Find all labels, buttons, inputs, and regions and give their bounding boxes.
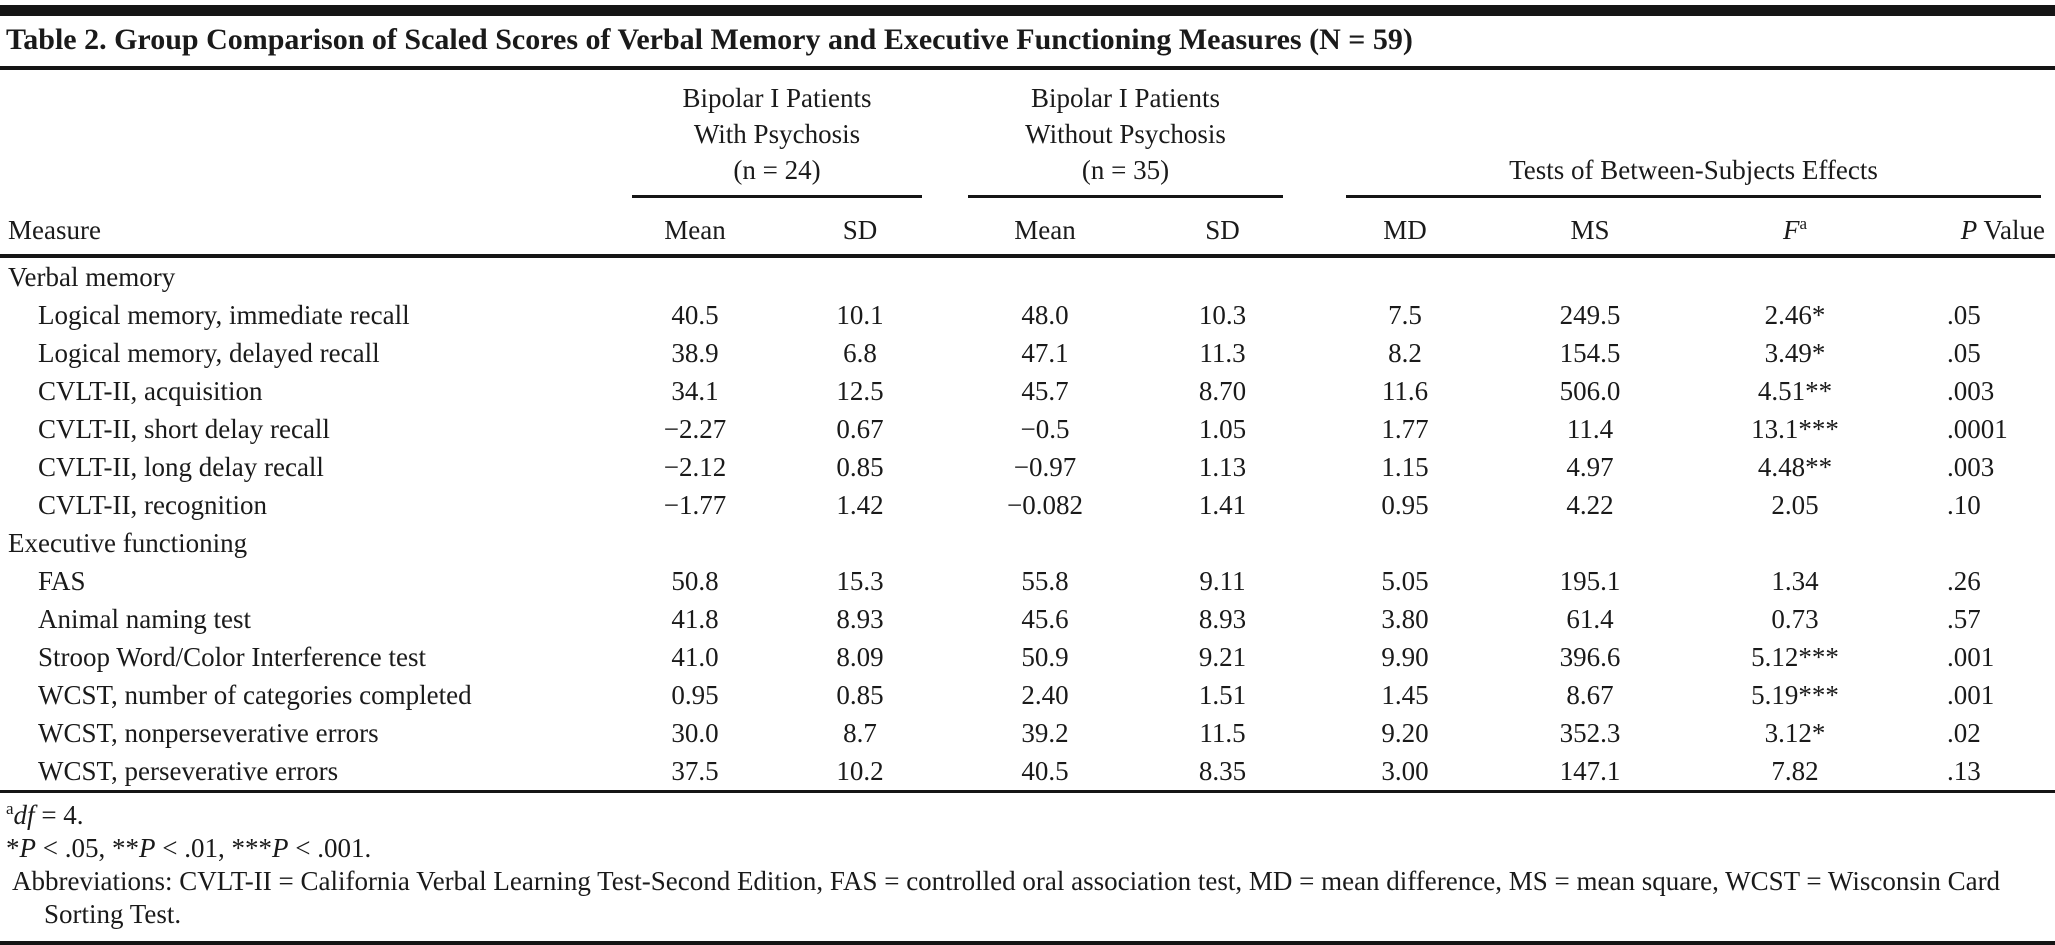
gap-cell <box>1305 600 1330 638</box>
table-row <box>0 638 2055 676</box>
value-cell: 195.1 <box>1559 565 1621 596</box>
value-cell: 8.2 <box>1388 337 1422 368</box>
sig1-threshold: < .05, <box>36 833 112 863</box>
gap-column-header <box>1305 70 1330 198</box>
gap-cell <box>1305 448 1330 486</box>
value-cell: .0001 <box>1947 413 2008 444</box>
value-cell: 8.35 <box>1140 752 1305 792</box>
value-cell: 9.20 <box>1381 717 1429 748</box>
value-cell: 3.80 <box>1381 603 1429 634</box>
table-row <box>0 410 2055 448</box>
value-cell: 11.6 <box>1381 375 1429 406</box>
value-cell: 61.4 <box>1566 603 1614 634</box>
scores-table <box>0 70 2055 793</box>
value-cell: .001 <box>1947 679 1995 710</box>
value-cell <box>1700 256 1890 296</box>
table-title: Table 2. Group Comparison of Scaled Scores of Verbal Memory and Executive Functioning Measures (N = 59) <box>6 23 1413 56</box>
sig2-stars: ** <box>111 833 139 863</box>
value-cell: 3.12* <box>1764 717 1826 748</box>
sig1-p: P <box>19 833 36 863</box>
value-cell: 8.93 <box>1198 603 1247 634</box>
value-cell: 45.6 <box>1021 603 1069 634</box>
measure-column-header: Measure <box>0 198 620 256</box>
gap-column-header2 <box>1305 198 1330 256</box>
measure-cell: CVLT-II, acquisition <box>38 375 263 406</box>
value-cell: .001 <box>1947 641 1995 672</box>
sig1-stars: * <box>6 833 20 863</box>
top-rule <box>0 5 2055 16</box>
md-column-header: MD <box>1330 198 1480 256</box>
bottom-rule <box>0 941 2055 945</box>
tests-effects-header <box>1330 70 2055 198</box>
value-cell: 47.1 <box>1021 337 1069 368</box>
value-cell: 1.15 <box>1381 451 1429 482</box>
table-header <box>0 70 2055 256</box>
value-cell: 41.8 <box>671 603 719 634</box>
f-symbol: F <box>1782 215 1800 245</box>
table-row <box>0 600 2055 638</box>
group-with-psychosis-header <box>620 70 950 198</box>
measure-cell: CVLT-II, short delay recall <box>38 413 330 444</box>
value-cell: 13.1*** <box>1751 413 1839 444</box>
value-cell: 1.45 <box>1381 679 1429 710</box>
value-cell <box>1140 256 1305 296</box>
footnote-df <box>6 799 2045 832</box>
value-cell: 4.48** <box>1757 451 1833 482</box>
measure-cell: CVLT-II, long delay recall <box>38 451 324 482</box>
value-cell: 2.46* <box>1764 299 1826 330</box>
value-cell: 9.21 <box>1198 641 1247 672</box>
table-row <box>0 714 2055 752</box>
value-cell: 249.5 <box>1559 299 1621 330</box>
mean1-column-header: Mean <box>620 198 770 256</box>
value-cell <box>950 524 1140 562</box>
value-cell: 0.85 <box>836 451 884 482</box>
sd2-column-header: SD <box>1140 198 1305 256</box>
gap-cell <box>1305 296 1330 334</box>
gap-cell <box>1305 714 1330 752</box>
gap-cell <box>1305 638 1330 676</box>
value-cell: 6.8 <box>843 337 877 368</box>
measure-header-spacer <box>0 70 620 198</box>
value-cell: 8.70 <box>1198 375 1247 406</box>
value-cell: 4.51** <box>1757 375 1833 406</box>
footnote-df-marker: a <box>6 799 14 818</box>
sig3-stars: *** <box>231 833 272 863</box>
value-cell: 10.2 <box>770 752 950 792</box>
footnotes <box>0 793 2055 941</box>
gap-cell <box>1305 410 1330 448</box>
sig2-threshold: < .01, <box>155 833 232 863</box>
value-cell: 9.90 <box>1381 641 1429 672</box>
value-cell: 45.7 <box>1021 375 1069 406</box>
value-cell: 55.8 <box>1021 565 1069 596</box>
value-cell: 2.05 <box>1771 489 1819 520</box>
value-cell <box>770 524 950 562</box>
value-cell: 34.1 <box>671 375 719 406</box>
table-row <box>0 448 2055 486</box>
table-row <box>0 296 2055 334</box>
value-cell: 37.5 <box>620 752 770 792</box>
mean2-column-header: Mean <box>950 198 1140 256</box>
measure-cell: Logical memory, immediate recall <box>38 299 410 330</box>
value-cell: −0.97 <box>1013 451 1077 482</box>
value-cell: 154.5 <box>1559 337 1621 368</box>
value-cell <box>1330 256 1480 296</box>
value-cell: 4.97 <box>1566 451 1614 482</box>
value-cell: 7.5 <box>1388 299 1422 330</box>
p-symbol: P <box>1960 215 1978 245</box>
value-cell: 39.2 <box>1021 717 1069 748</box>
table-row <box>0 752 2055 792</box>
value-cell: 9.11 <box>1199 565 1246 596</box>
value-cell: 11.3 <box>1199 337 1246 368</box>
value-cell <box>1700 524 1890 562</box>
value-cell <box>1480 256 1700 296</box>
value-cell: 8.09 <box>836 641 884 672</box>
group1-line3: (n = 24) <box>733 155 821 185</box>
value-cell: .26 <box>1947 565 1981 596</box>
value-cell: .003 <box>1947 375 1995 406</box>
value-cell: 8.93 <box>836 603 884 634</box>
value-cell: −1.77 <box>663 489 727 520</box>
group1-line1: Bipolar I Patients <box>682 83 872 113</box>
value-cell: −2.27 <box>663 413 727 444</box>
column-header-row <box>0 198 2055 256</box>
value-cell: 50.8 <box>671 565 719 596</box>
value-cell: 10.3 <box>1198 299 1247 330</box>
measure-cell: WCST, nonperseverative errors <box>38 717 379 748</box>
value-cell: 11.4 <box>1566 413 1614 444</box>
table-body <box>0 256 2055 792</box>
value-cell: 7.82 <box>1700 752 1890 792</box>
value-cell <box>1140 524 1305 562</box>
value-cell <box>1330 524 1480 562</box>
value-cell: 8.7 <box>843 717 877 748</box>
sig3-threshold: < .001. <box>288 833 372 863</box>
ms-column-header: MS <box>1480 198 1700 256</box>
value-cell: .57 <box>1947 603 1981 634</box>
value-cell: −0.5 <box>1020 413 1070 444</box>
value-cell: 4.22 <box>1566 489 1614 520</box>
value-cell: .10 <box>1947 489 1981 520</box>
value-cell: .003 <box>1947 451 1995 482</box>
value-cell: 0.95 <box>671 679 719 710</box>
value-cell <box>620 524 770 562</box>
footnote-abbreviations: Abbreviations: CVLT-II = California Verbal Learning Test-Second Edition, FAS = controlled oral association test, MD = mean difference, MS = mean square, WCST = Wisconsin Card Sorting Test. <box>12 866 2001 929</box>
gap-cell <box>1305 486 1330 524</box>
value-cell: 48.0 <box>1021 299 1069 330</box>
table-row <box>0 486 2055 524</box>
value-cell <box>950 256 1140 296</box>
value-cell: .02 <box>1947 717 1981 748</box>
group2-line3: (n = 35) <box>1081 155 1170 185</box>
value-cell: .13 <box>1890 752 2055 792</box>
value-cell: 3.00 <box>1330 752 1480 792</box>
value-cell: 40.5 <box>950 752 1140 792</box>
value-cell: 1.77 <box>1381 413 1429 444</box>
group3-line1: Tests of Between-Subjects Effects <box>1509 155 1878 185</box>
value-cell: 41.0 <box>671 641 719 672</box>
gap-cell <box>1305 752 1330 792</box>
table-row <box>0 372 2055 410</box>
sd1-column-header: SD <box>770 198 950 256</box>
value-cell: 3.49* <box>1764 337 1826 368</box>
value-cell: 1.13 <box>1198 451 1247 482</box>
value-cell: 1.05 <box>1198 413 1247 444</box>
gap-cell <box>1305 524 1330 562</box>
f-footnote-marker: a <box>1799 214 1808 233</box>
group-without-psychosis-header <box>950 70 1305 198</box>
measure-cell: CVLT-II, recognition <box>38 489 267 520</box>
value-cell: 11.5 <box>1199 717 1246 748</box>
table-row <box>0 562 2055 600</box>
value-cell: 1.51 <box>1198 679 1247 710</box>
value-cell: 50.9 <box>1021 641 1069 672</box>
section-row <box>0 256 2055 296</box>
value-cell: 10.1 <box>836 299 884 330</box>
value-cell: .05 <box>1947 299 1981 330</box>
value-cell <box>770 256 950 296</box>
value-cell: 1.41 <box>1198 489 1247 520</box>
group1-line2: With Psychosis <box>693 119 861 149</box>
gap-cell <box>1305 256 1330 296</box>
value-cell: 0.85 <box>836 679 884 710</box>
value-cell <box>620 256 770 296</box>
value-cell: 40.5 <box>671 299 719 330</box>
value-cell: 12.5 <box>836 375 884 406</box>
footnote-df-symbol: df <box>13 800 35 830</box>
measure-cell: WCST, number of categories completed <box>38 679 472 710</box>
value-cell: 506.0 <box>1559 375 1621 406</box>
group-header-row <box>0 70 2055 198</box>
measure-cell: Verbal memory <box>8 261 176 292</box>
value-cell: .05 <box>1947 337 1981 368</box>
value-cell: 1.42 <box>836 489 884 520</box>
value-cell: 0.73 <box>1771 603 1819 634</box>
measure-cell: Stroop Word/Color Interference test <box>38 641 426 672</box>
value-cell: 8.67 <box>1566 679 1614 710</box>
value-cell: −0.082 <box>1007 489 1083 520</box>
value-cell: 147.1 <box>1480 752 1700 792</box>
sig3-p: P <box>271 833 289 863</box>
value-cell: 1.34 <box>1771 565 1819 596</box>
footnote-significance <box>6 832 2045 865</box>
value-cell <box>1890 256 2055 296</box>
value-cell: 2.40 <box>1021 679 1069 710</box>
measure-cell: Executive functioning <box>8 527 248 558</box>
group2-line1: Bipolar I Patients <box>1031 83 1220 113</box>
value-cell <box>1890 524 2055 562</box>
value-cell: 5.12*** <box>1751 641 1839 672</box>
value-cell: 5.05 <box>1381 565 1429 596</box>
gap-cell <box>1305 334 1330 372</box>
footnote-df-text: = 4. <box>34 800 84 830</box>
gap-cell <box>1305 372 1330 410</box>
sig2-p: P <box>138 833 156 863</box>
section-row <box>0 524 2055 562</box>
gap-cell <box>1305 562 1330 600</box>
value-cell: 352.3 <box>1559 717 1621 748</box>
table-row <box>0 334 2055 372</box>
table-row <box>0 676 2055 714</box>
value-cell <box>1480 524 1700 562</box>
value-cell: 30.0 <box>671 717 719 748</box>
measure-cell: WCST, perseverative errors <box>0 752 620 792</box>
p-value-label: Value <box>1977 215 2046 245</box>
gap-cell <box>1305 676 1330 714</box>
value-cell: 15.3 <box>836 565 884 596</box>
value-cell: 0.95 <box>1381 489 1429 520</box>
value-cell: 38.9 <box>671 337 719 368</box>
value-cell: 0.67 <box>836 413 884 444</box>
f-column-header <box>1700 198 1890 256</box>
measure-cell: FAS <box>38 565 86 596</box>
paper-table-page <box>0 5 2055 945</box>
value-cell: 5.19*** <box>1751 679 1839 710</box>
value-cell: −2.12 <box>663 451 727 482</box>
value-cell: 396.6 <box>1559 641 1621 672</box>
measure-cell: Logical memory, delayed recall <box>38 337 380 368</box>
group2-line2: Without Psychosis <box>1025 119 1226 149</box>
p-value-column-header <box>1890 198 2055 256</box>
measure-cell: Animal naming test <box>38 603 251 634</box>
